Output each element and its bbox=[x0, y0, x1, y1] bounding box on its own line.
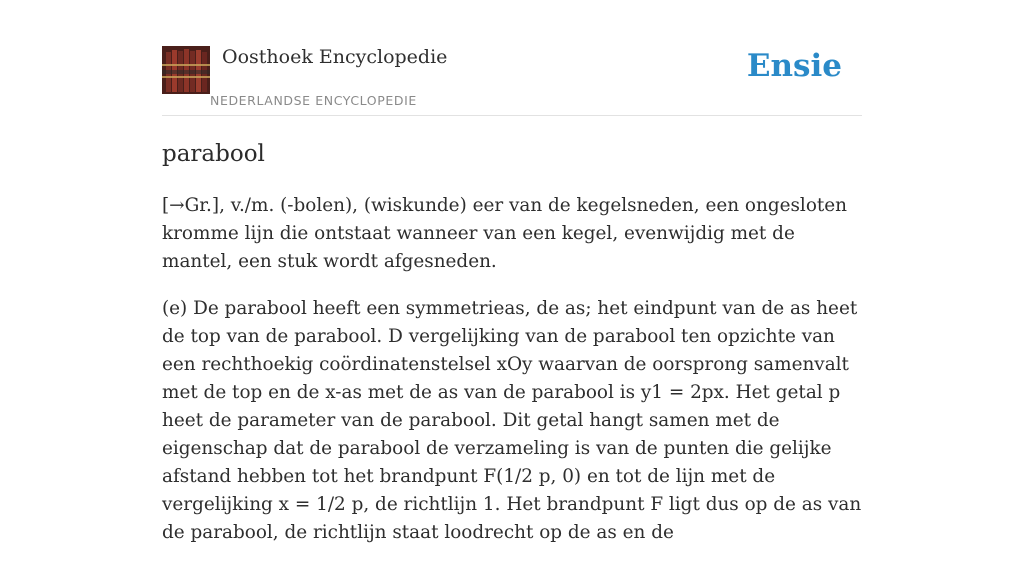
entry-paragraph: (e) De parabool heeft een symmetrieas, de as; het eindpunt van de as heet de top van de parabool. D vergelijking van de parabool ten opzichte van een rechthoekig coördinatenstelsel xOy waarvan de oorsprong samenvalt met de top en de x-as met de as van de parabool is y1 = 2px. Het getal p heet de parameter van de parabool. Dit getal hangt samen met de eigenschap dat de parabool de verzameling is van de punten die gelijke afstand hebben tot het brandpunt F(1/2 p, 0) en tot de lijn met de vergelijking x = 1/2 p, de richtlijn 1. Het brandpunt F ligt dus op de as van de parabool, de richtlijn staat loodrecht op de as en de bbox=[162, 298, 862, 543]
site-logo[interactable] bbox=[162, 46, 210, 94]
site-header bbox=[162, 46, 862, 116]
entry-content bbox=[162, 138, 862, 566]
page-title: parabool bbox=[162, 141, 265, 167]
brand-logo-text[interactable]: Ensie bbox=[746, 48, 842, 84]
book-spines-icon bbox=[162, 46, 210, 94]
entry-paragraph: [→Gr.], v./m. (-bolen), (wiskunde) eer van de kegelsneden, een ongesloten kromme lijn die ontstaat wanneer van een kegel, evenwijdig met de mantel, een stuk wordt afgesneden. bbox=[162, 195, 848, 272]
site-subtitle: NEDERLANDSE ENCYCLOPEDIE bbox=[210, 93, 417, 108]
site-title[interactable]: Oosthoek Encyclopedie bbox=[222, 46, 448, 68]
